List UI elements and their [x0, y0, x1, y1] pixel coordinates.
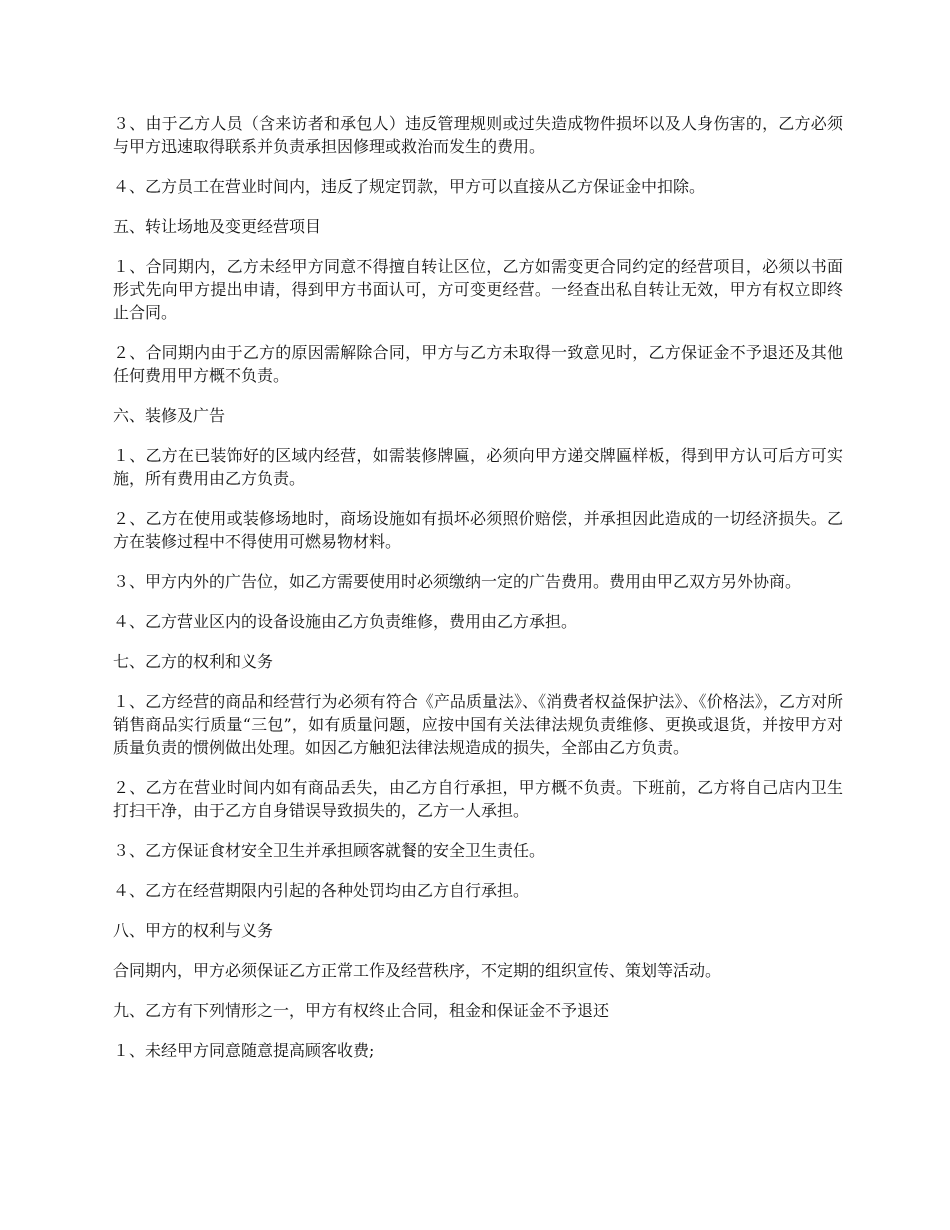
section-9-clause-1: １、未经甲方同意随意提高顾客收费; — [113, 1041, 375, 1060]
section-7-clause-3: ３、乙方保证食材安全卫生并承担顾客就餐的安全卫生责任。 — [113, 841, 546, 860]
section-9-heading: 九、乙方有下列情形之一，甲方有权终止合同，租金和保证金不予退还 — [113, 1001, 610, 1020]
section-7-clause-2: ２、乙方在营业时间内如有商品丢失，由乙方自行承担，甲方概不负责。下班前，乙方将自己店内卫生打扫干净，由于乙方自身错误导致损失的，乙方一人承担。 — [113, 778, 843, 820]
section-6-clause-1: １、乙方在已装饰好的区域内经营，如需装修牌匾，必须向甲方递交牌匾样板，得到甲方认可后方可实施，所有费用由乙方负责。 — [113, 446, 843, 488]
clause-3-damage-liability: ３、由于乙方人员（含来访者和承包人）违反管理规则或过失造成物件损坏以及人身伤害的，乙方必须与甲方迅速取得联系并负责承担因修理或救治而发生的费用。 — [113, 114, 843, 156]
section-5-heading: 五、转让场地及变更经营项目 — [113, 217, 322, 236]
section-6-heading: 六、装修及广告 — [113, 406, 226, 425]
section-7-heading: 七、乙方的权利和义务 — [113, 652, 274, 671]
section-6-clause-4: ４、乙方营业区内的设备设施由乙方负责维修，费用由乙方承担。 — [113, 612, 578, 631]
section-5-clause-1: １、合同期内，乙方未经甲方同意不得擅自转让区位，乙方如需变更合同约定的经营项目，必须以书面形式先向甲方提出申请，得到甲方书面认可，方可变更经营。一经查出私自转让无效，甲方有权立即终止合同。 — [113, 257, 843, 322]
section-8-heading: 八、甲方的权利与义务 — [113, 921, 274, 940]
section-7-clause-4: ４、乙方在经营期限内引起的各种处罚均由乙方自行承担。 — [113, 881, 530, 900]
section-6-clause-3: ３、甲方内外的广告位，如乙方需要使用时必须缴纳一定的广告费用。费用由甲乙双方另外协商。 — [113, 572, 802, 591]
document-body — [113, 112, 843, 1079]
section-6-clause-2: ２、乙方在使用或装修场地时，商场设施如有损坏必须照价赔偿，并承担因此造成的一切经济损失。乙方在装修过程中不得使用可燃易物材料。 — [113, 509, 843, 551]
section-7-clause-1: １、乙方经营的商品和经营行为必须有符合《产品质量法》、《消费者权益保护法》、《价格法》，乙方对所销售商品实行质量“三包”，如有质量问题，应按中国有关法律法规负责维修、更换或退货，并按甲方对质量负责的惯例做出处理。如因乙方触犯法律法规造成的损失，全部由乙方负责。 — [113, 692, 843, 757]
clause-4-employee-fines: ４、乙方员工在营业时间内，违反了规定罚款，甲方可以直接从乙方保证金中扣除。 — [113, 177, 706, 196]
section-5-clause-2: ２、合同期内由于乙方的原因需解除合同，甲方与乙方未取得一致意见时，乙方保证金不予退还及其他任何费用甲方概不负责。 — [113, 343, 843, 385]
section-8-body: 合同期内，甲方必须保证乙方正常工作及经营秩序，不定期的组织宣传、策划等活动。 — [113, 961, 722, 980]
